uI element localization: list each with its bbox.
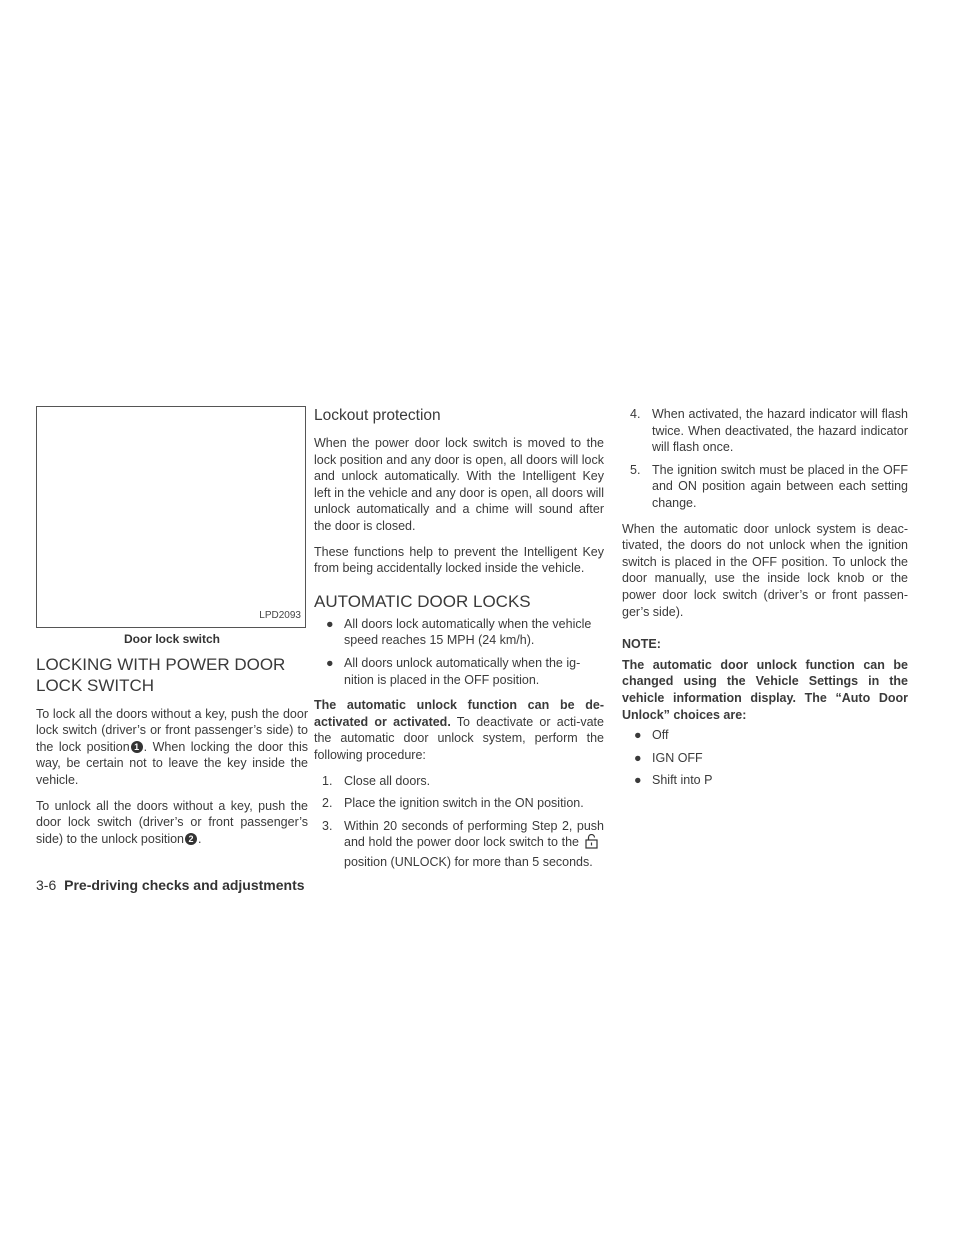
door-lock-switch-figure (36, 406, 306, 628)
step-text-a: Within 20 seconds of performing Step 2, push and hold the power door lock switch to the (344, 818, 604, 850)
step-text: Place the ignition switch in the ON position. (344, 796, 584, 811)
note-text: The automatic door unlock function can be changed using the Vehicle Settings in the vehicle information display. The “Auto Door Unlock” choices are: (622, 657, 908, 722)
bullet-icon: ● (326, 655, 334, 670)
locking-paragraph-1 (36, 706, 308, 789)
locking-p1-text-b: . When locking the door this way, be certain not to leave the key inside the vehicle. (36, 739, 308, 787)
intro-text: To deactivate or acti-vate the automatic door unlock system, perform the following procedure: (314, 714, 604, 762)
auto-locks-bullet-list (314, 616, 604, 688)
column-middle (314, 406, 604, 879)
auto-unlock-choices-list (622, 727, 908, 789)
locking-p1-text-a: To lock all the doors without a key, push the door lock switch (driver’s or front passenger’s side) to the lock position (36, 706, 308, 754)
bullet-icon: ● (634, 773, 642, 788)
note-label: NOTE: (622, 637, 661, 652)
deactivated-paragraph: When the automatic door unlock system is deac-tivated, the doors do not unlock when the ignition switch is placed in the OFF position. To unlock the door manually, use the inside lock knob or the power door lock switch (driver’s or front passen-ger’s side). (622, 521, 908, 619)
bullet-text: All doors unlock automatically when the ig-nition is placed in the OFF position. (344, 655, 581, 687)
figure-caption: Door lock switch (123, 632, 221, 646)
bullet-icon: ● (634, 728, 642, 743)
step-item (622, 462, 908, 512)
step-text: Close all doors. (344, 773, 431, 788)
choice-text: Off (652, 728, 669, 743)
step-item (314, 773, 604, 790)
list-item (314, 655, 604, 688)
lockout-paragraph-1: When the power door lock switch is moved to the lock position and any door is open, all doors will lock and unlock automatically. With the Intelligent Key left in the vehicle and any door is open, all doors will unlock automatically and a chime will sound after the door is closed. (314, 436, 604, 533)
choice-text: IGN OFF (652, 750, 703, 765)
list-item (622, 727, 908, 744)
bullet-icon: ● (634, 750, 642, 765)
bullet-icon: ● (326, 616, 334, 631)
section-title: Pre-driving checks and adjustments (64, 877, 305, 893)
lockout-paragraph-2: These functions help to prevent the Intelligent Key from being accidentally locked inside the vehicle. (314, 544, 604, 576)
page-footer (36, 877, 305, 893)
intro-bold-text: The automatic unlock function can be de-activated or activated. (314, 698, 604, 729)
locking-p2-text-a: To unlock all the doors without a key, push the door lock switch (driver’s or front passenger’s side) to the unlock position (36, 798, 308, 846)
auto-unlock-intro (314, 697, 604, 763)
step-number: 5. (630, 462, 641, 477)
step-item (314, 795, 604, 812)
step-text: The ignition switch must be placed in the OFF and ON position again between each setting change. (652, 462, 908, 510)
locking-heading: LOCKING WITH POWER DOOR LOCK SWITCH (36, 654, 286, 695)
procedure-steps-list-continued (622, 406, 908, 512)
step-item (314, 818, 604, 871)
step-number: 3. (322, 818, 333, 833)
list-item (314, 616, 604, 649)
choice-text: Shift into P (652, 773, 713, 788)
procedure-steps-list (314, 773, 604, 871)
figure-code: LPD2093 (259, 610, 301, 622)
callout-2-icon: 2 (185, 833, 197, 845)
step-text-b: position (UNLOCK) for more than 5 seconds. (344, 854, 593, 869)
column-right (622, 406, 908, 798)
list-item (622, 750, 908, 767)
column-left (36, 406, 308, 856)
callout-1-icon: 1 (131, 741, 143, 753)
locking-paragraph-2 (36, 798, 308, 848)
unlock-icon (585, 834, 598, 854)
bullet-text: All doors lock automatically when the vehicle speed reaches 15 MPH (24 km/h). (344, 616, 592, 648)
step-text: When activated, the hazard indicator will flash twice. When deactivated, the hazard indicator will flash once. (652, 407, 908, 455)
page-number: 3-6 (36, 877, 57, 893)
step-number: 1. (322, 773, 333, 788)
step-item (622, 406, 908, 456)
step-number: 2. (322, 796, 333, 811)
list-item (622, 772, 908, 789)
locking-p2-text-b: . (198, 831, 202, 846)
step-number: 4. (630, 407, 641, 421)
auto-locks-heading: AUTOMATIC DOOR LOCKS (314, 591, 531, 611)
lockout-heading: Lockout protection (314, 407, 441, 424)
